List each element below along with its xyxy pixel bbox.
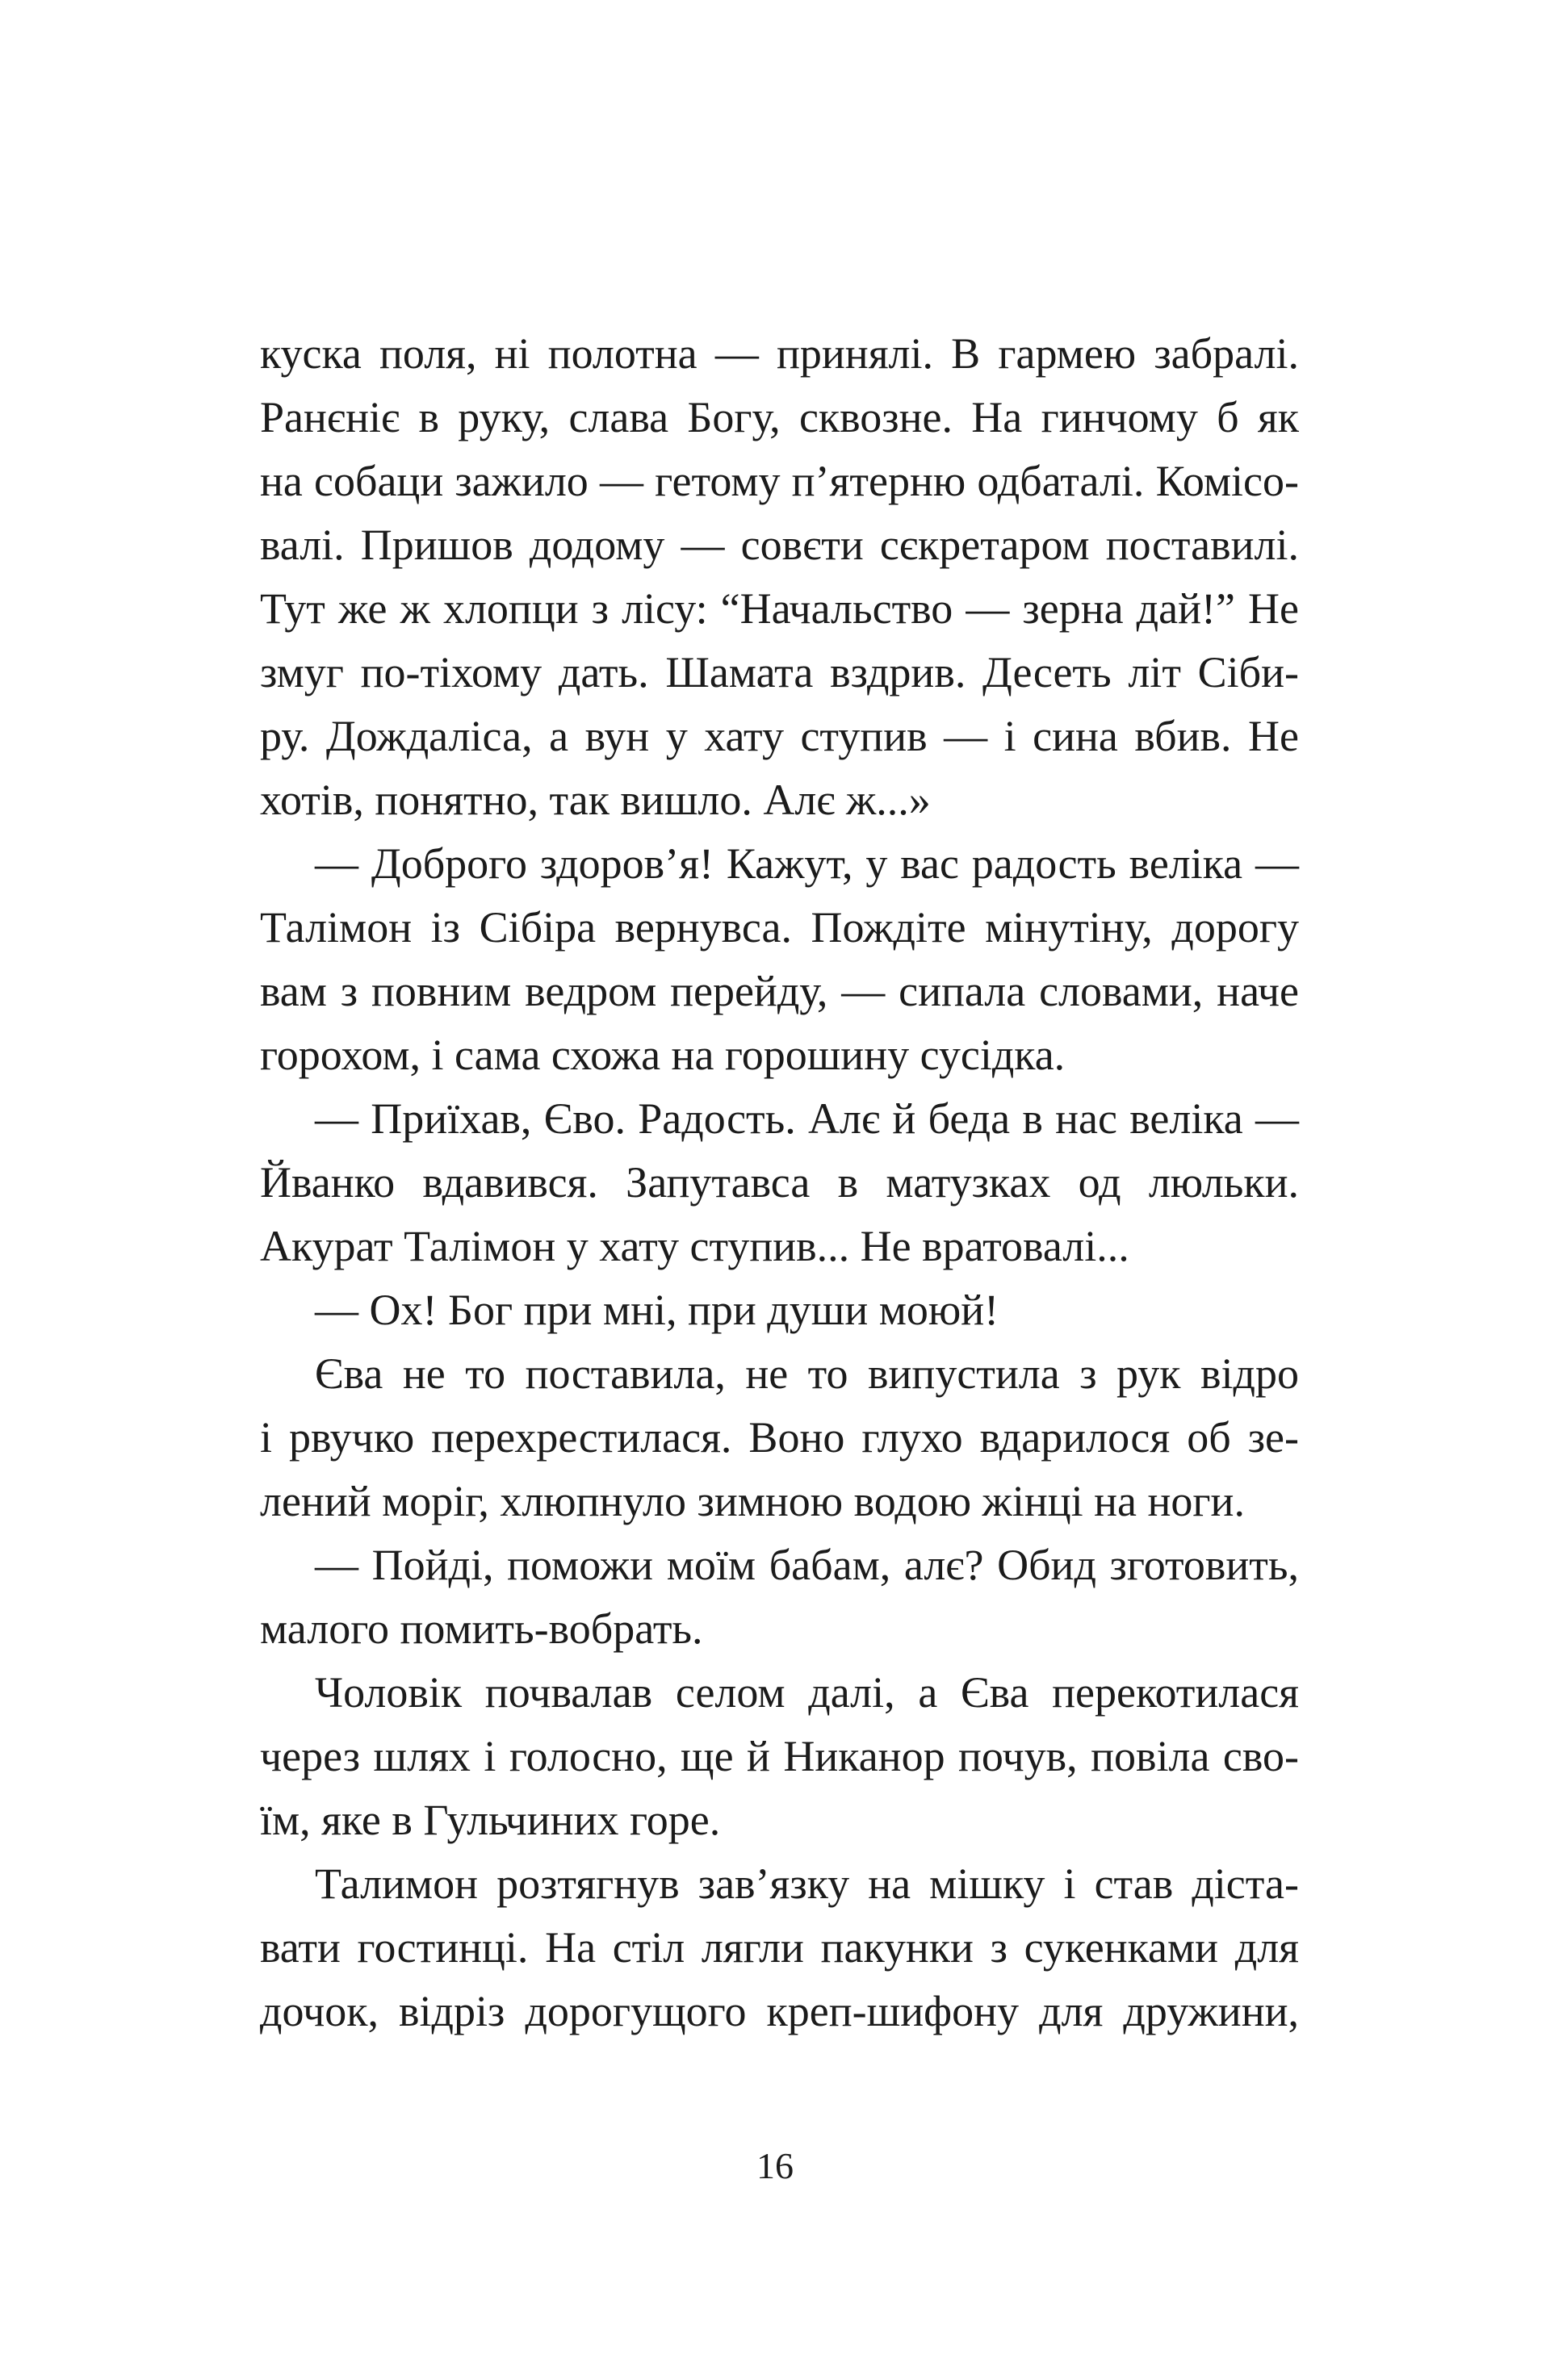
text-line: ру. Дождаліса, а вун у хату ступив — і сина вбив. Не bbox=[260, 712, 1299, 760]
text-line: — Приїхав, Єво. Радость. Алє й беда в нас веліка — bbox=[315, 1094, 1299, 1143]
text-line: вам з повним ведром перейду, — сипала словами, наче bbox=[260, 967, 1299, 1015]
text-line: на собаци зажило — гетому п’ятерню одбаталі. Комісо- bbox=[260, 457, 1299, 505]
text-line: Акурат Талімон у хату ступив... Не вратовалі... bbox=[260, 1222, 1129, 1270]
text-line: змуг по-тіхому дать. Шамата вздрив. Десеть літ Сіби- bbox=[260, 648, 1299, 696]
text-line: Йванко вдавився. Запутавса в матузках од люльки. bbox=[260, 1158, 1299, 1207]
text-line: і рвучко перехрестилася. Воно глухо вдарилося об зе- bbox=[260, 1413, 1299, 1462]
text-line: хотів, понятно, так вишло. Алє ж...» bbox=[260, 776, 931, 824]
text-line: Тут же ж хлопци з лісу: “Начальство — зерна дай!” Не bbox=[260, 584, 1299, 633]
text-line: малого помить-вобрать. bbox=[260, 1604, 703, 1653]
text-line: Талимон розтягнув зав’язку на мішку і став діста- bbox=[315, 1859, 1299, 1908]
text-line: горохом, і сама схожа на горошину сусідка. bbox=[260, 1031, 1066, 1079]
text-line: валі. Пришов додому — совєти сєкретаром поставилі. bbox=[260, 521, 1299, 569]
text-line: вати гостинці. На стіл лягли пакунки з сукенками для bbox=[260, 1923, 1299, 1972]
text-line: Талімон із Сібіра вернувса. Пождіте мінутіну, дорогу bbox=[260, 903, 1299, 952]
text-line: — Ох! Бог при мні, при души моюй! bbox=[315, 1286, 999, 1334]
text-line: Чоловік почвалав селом далі, а Єва перекотилася bbox=[315, 1668, 1299, 1717]
text-line: куска поля, ні полотна — принялі. В гармею забралі. bbox=[260, 329, 1299, 378]
text-line: Ранєніє в руку, слава Богу, сквозне. На гинчому б як bbox=[260, 393, 1299, 441]
body-text bbox=[260, 322, 1299, 2043]
page-number: 16 bbox=[756, 2145, 794, 2186]
text-line: через шлях і голосно, ще й Никанор почув, повіла сво- bbox=[260, 1732, 1299, 1780]
text-line: — Доброго здоров’я! Кажут, у вас радость веліка — bbox=[315, 839, 1299, 888]
text-line: дочок, відріз дорогущого креп-шифону для дружини, bbox=[260, 1987, 1299, 2035]
text-line: Єва не то поставила, не то випустила з рук відро bbox=[315, 1349, 1299, 1398]
text-line: — Пойді, поможи моїм бабам, алє? Обид зготовить, bbox=[315, 1541, 1299, 1589]
text-line: лений моріг, хлюпнуло зимною водою жінці на ноги. bbox=[260, 1477, 1245, 1525]
text-line: їм, яке в Гульчиних горе. bbox=[260, 1796, 721, 1844]
